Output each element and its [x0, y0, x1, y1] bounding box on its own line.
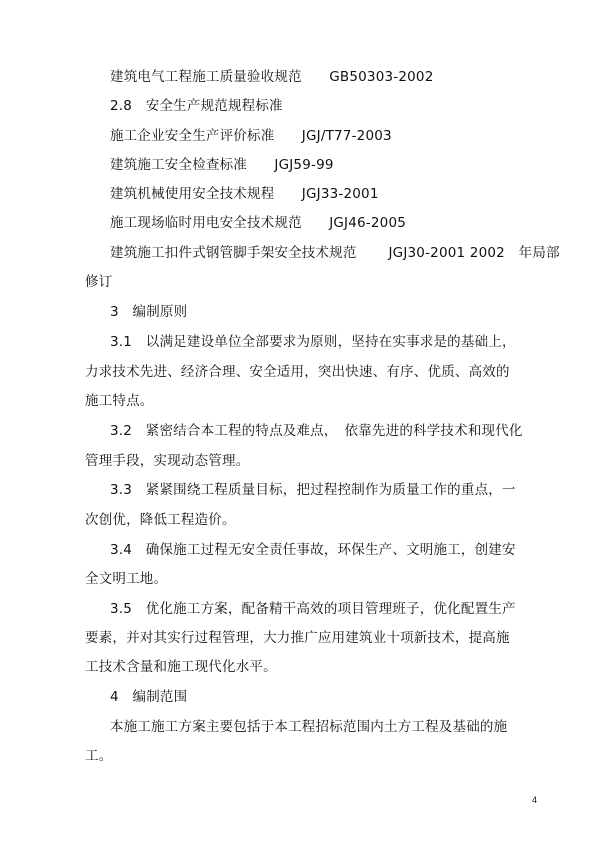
section-heading: 2.8 安全生产规范规程标准: [110, 98, 283, 114]
text-line: 3.4 确保施工过程无安全责任事故，环保生产、文明施工，创建安: [110, 542, 516, 558]
page-number: 4: [531, 795, 537, 805]
section-heading: 4 编制范围: [110, 689, 188, 705]
text-line: 施工特点。: [85, 393, 154, 409]
text-line: 要素，并对其实行过程管理，大力推广应用建筑业十项新技术，提高施: [85, 630, 510, 646]
text-line: 施工企业安全生产评价标准 JGJ/T77-2003: [110, 128, 392, 144]
text-line: 施工现场临时用电安全技术规范 JGJ46-2005: [110, 215, 407, 231]
text-line: 力求技术先进、经济合理、安全适用，突出快速、有序、优质、高效的: [85, 364, 510, 380]
text-line: 管理手段，实现动态管理。: [85, 453, 250, 469]
text-line: 3.2 紧密结合本工程的特点及难点， 依靠先进的科学技术和现代化: [110, 423, 523, 439]
text-line: 建筑施工扣件式钢管脚手架安全技术规范 JGJ30-2001 2002 年局部: [110, 245, 560, 261]
text-line: 修订: [85, 274, 113, 290]
text-line: 3.1 以满足建设单位全部要求为原则，坚持在实事求是的基础上，: [110, 334, 516, 350]
section-heading: 3 编制原则: [110, 304, 188, 320]
text-line: 本施工施工方案主要包括于本工程招标范围内土方工程及基础的施: [110, 719, 508, 735]
text-line: 全文明工地。: [85, 571, 168, 587]
text-line: 建筑电气工程施工质量验收规范 GB50303-2002: [110, 69, 434, 85]
text-line: 建筑施工安全检查标准 JGJ59-99: [110, 157, 334, 173]
text-line: 工技术含量和施工现代化水平。: [85, 659, 277, 675]
text-line: 工。: [85, 748, 113, 764]
text-line: 次创优，降低工程造价。: [85, 512, 236, 528]
text-line: 建筑机械使用安全技术规程 JGJ33-2001: [110, 186, 379, 202]
text-line: 3.3 紧紧围绕工程质量目标，把过程控制作为质量工作的重点，一: [110, 482, 516, 498]
text-line: 3.5 优化施工方案，配备精干高效的项目管理班子，优化配置生产: [110, 601, 516, 617]
